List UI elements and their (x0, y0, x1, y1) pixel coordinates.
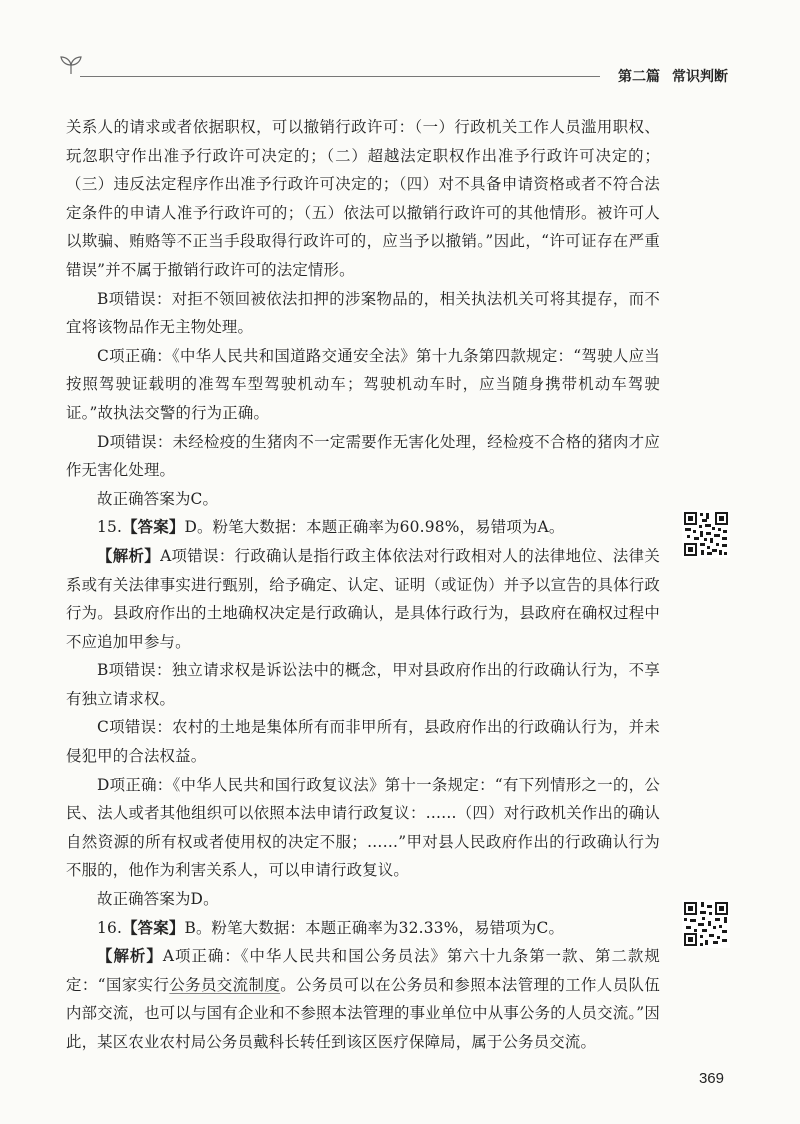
paragraph: 关系人的请求或者依据职权，可以撤销行政许可：（一）行政机关工作人员滥用职权、玩忽职守作出准予行政许可决定的；（二）超越法定职权作出准予行政许可决定的；（三）违反法定程序作出准予行政许可决定的；（四）对不具备申请资格或者不符合法定条件的申请人准予行政许可的；（五）依法可以撤销行政许可的其他情形。被许可人以欺骗、贿赂等不正当手段取得行政许可的，应当予以撤销。”因此，“许可证存在严重错误”并不属于撤销行政许可的法定情形。 (66, 118, 660, 279)
answer-label: 【答案】 (122, 918, 185, 937)
paragraph: 故正确答案为D。 (97, 890, 219, 909)
q15-number: 15. (97, 518, 123, 537)
paragraph: 故正确答案为C。 (97, 489, 219, 508)
page-number: 369 (698, 1070, 724, 1087)
q15-analysis-text: A项错误：行政确认是指行政主体依法对行政相对人的法律地位、法律关系或有关法律事实进行甄别，给予确定、认定、证明（或证伪）并予以宣告的具体行政行为。县政府作出的土地确权决定是行政确认，是具体行政行为，县政府在确权过程中不应追加甲参与。 (66, 546, 661, 651)
q16-underlined-term: 公务员交流制度 (169, 975, 281, 994)
answer-label: 【答案】 (122, 518, 185, 537)
header-rule (80, 76, 600, 77)
q15-answer (66, 513, 660, 542)
qr-code-icon[interactable] (682, 510, 730, 558)
header-section: 常识判断 (672, 69, 728, 85)
q16-answer (66, 914, 660, 943)
q15-answer-text: D。粉笔大数据：本题正确率为60.98%，易错项为A。 (184, 518, 565, 537)
header-title (618, 66, 728, 86)
paragraph: B项错误：独立请求权是诉讼法中的概念，甲对县政府作出的行政确认行为，不享有独立请求权。 (66, 661, 660, 708)
q16-number: 16. (97, 918, 123, 937)
page-header (0, 0, 800, 100)
q15-analysis (66, 542, 660, 656)
paragraph: C项错误：农村的土地是集体所有而非甲所有，县政府作出的行政确认行为，并未侵犯甲的合法权益。 (66, 718, 660, 766)
paragraph: D项正确：《中华人民共和国行政复议法》第十一条规定：“有下列情形之一的，公民、法人或者其他组织可以依照本法申请行政复议：……（四）对行政机关作出的确认自然资源的所有权或者使用权的决定不服；……”甲对县人民政府作出的行政确认行为不服的，他作为利害关系人，可以申请行政复议。 (66, 775, 660, 880)
q16-analysis (66, 942, 660, 1056)
analysis-label: 【解析】 (97, 947, 163, 966)
q16-answer-text: B。粉笔大数据：本题正确率为32.33%，易错项为C。 (184, 918, 565, 937)
paragraph: B项错误：对拒不领回被依法扣押的涉案物品的，相关执法机关可将其提存，而不宜将该物品作无主物处理。 (66, 289, 660, 337)
sprout-icon (58, 54, 84, 76)
paragraph: C项正确：《中华人民共和国道路交通安全法》第十九条第四款规定：“驾驶人应当按照驾驶证载明的准驾车型驾驶机动车；驾驶机动车时，应当随身携带机动车驾驶证。”故执法交警的行为正确。 (66, 346, 660, 422)
paragraph: D项错误：未经检疫的生猪肉不一定需要作无害化处理，经检疫不合格的猪肉才应作无害化处理。 (66, 432, 660, 480)
q16-analysis-pre: A项正确：《中华人民共和国公务员法》第六十九条第一款、第二款规定：“国家实行 (66, 947, 660, 994)
qr-code-icon[interactable] (682, 900, 730, 948)
page-body (66, 113, 660, 1057)
header-part: 第二篇 (618, 69, 660, 85)
analysis-label: 【解析】 (97, 546, 161, 565)
q16-analysis-post: 。公务员可以在公务员和参照本法管理的工作人员队伍内部交流，也可以与国有企业和不参照本法管理的事业单位中从事公务的人员交流。”因此，某区农业农村局公务员戴科长转任到该区医疗保障局，属于公务员交流。 (66, 975, 660, 1051)
